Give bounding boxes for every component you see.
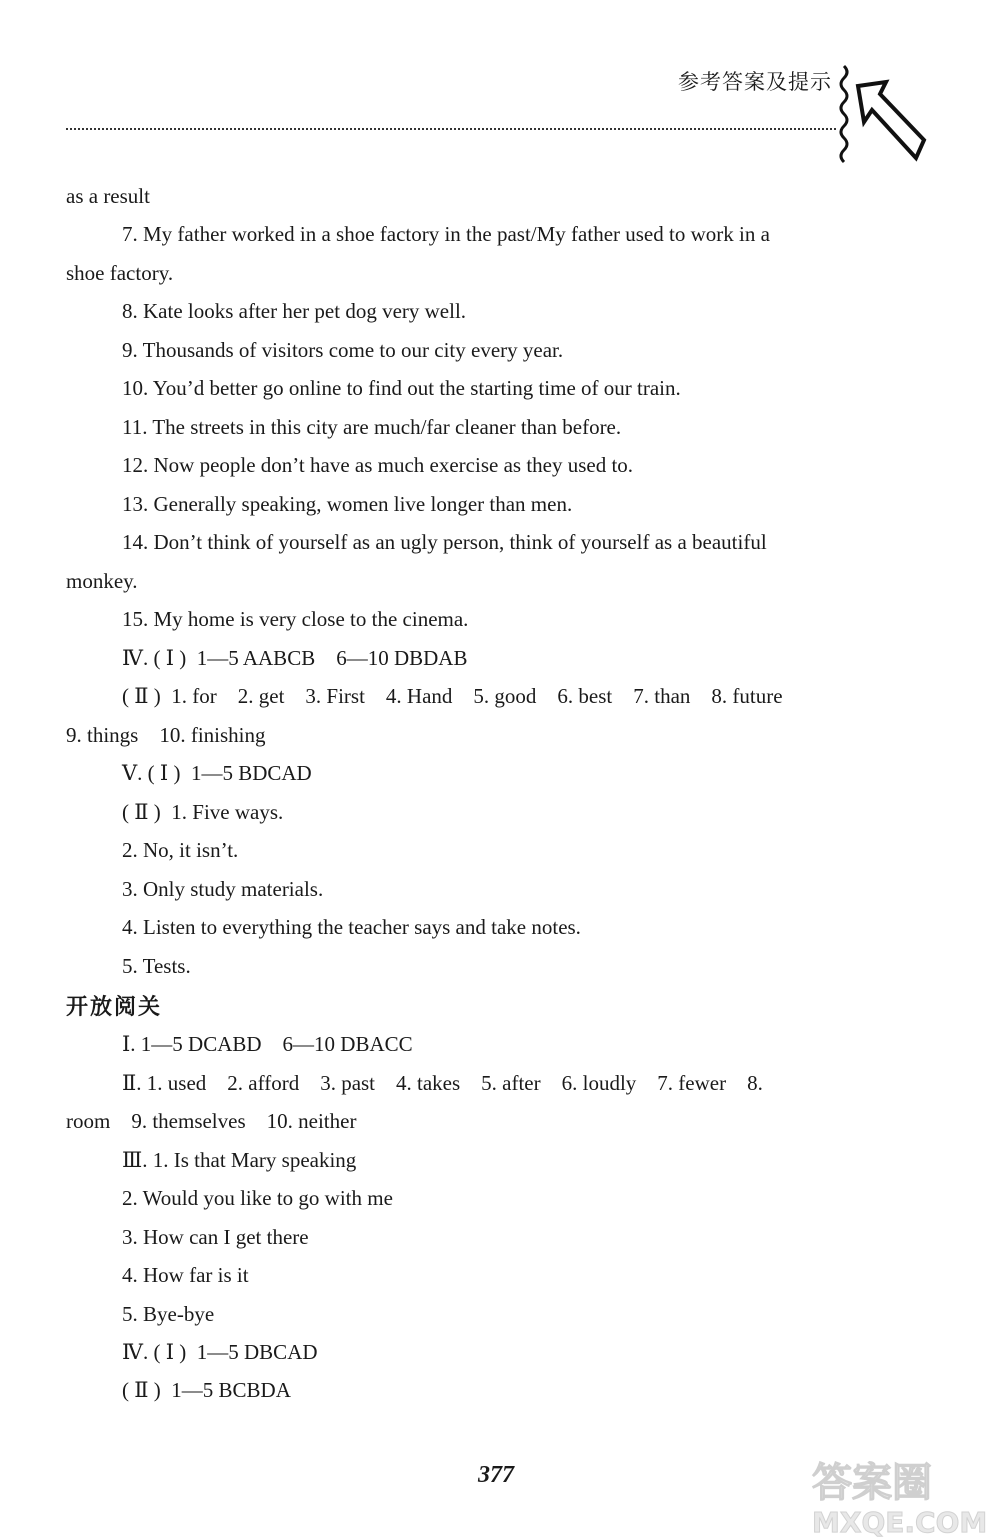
watermark-top-text: 答案圈 bbox=[812, 1460, 932, 1506]
answer-line: 3. How can I get there bbox=[122, 1225, 309, 1249]
answer-line: Ⅱ. 1. used 2. afford 3. past 4. takes 5. after 6. loudly 7. fewer 8. bbox=[122, 1071, 763, 1095]
answer-line: 11. The streets in this city are much/far cleaner than before. bbox=[122, 415, 622, 439]
answer-line: Ⅲ. 1. Is that Mary speaking bbox=[122, 1148, 357, 1172]
answer-line: 9. things 10. finishing bbox=[66, 723, 266, 747]
answer-line: as a result bbox=[66, 184, 150, 208]
answer-line: monkey. bbox=[66, 569, 138, 593]
answer-line: 13. Generally speaking, women live longer than men. bbox=[122, 492, 573, 516]
answer-line: 2. No, it isn’t. bbox=[122, 838, 239, 862]
answer-line: 10. You’d better go online to find out the starting time of our train. bbox=[122, 376, 681, 400]
answer-line: 4. Listen to everything the teacher says and take notes. bbox=[122, 915, 581, 939]
answer-line: Ⅳ. ( Ⅰ ) 1—5 AABCB 6—10 DBDAB bbox=[122, 646, 468, 670]
answer-line: 9. Thousands of visitors come to our city every year. bbox=[122, 338, 564, 362]
arrow-ornament-icon bbox=[836, 64, 928, 164]
header-title: 参考答案及提示 bbox=[678, 70, 832, 94]
watermark-logo bbox=[808, 1452, 998, 1538]
answer-line: ( Ⅱ ) 1. for 2. get 3. First 4. Hand 5. good 6. best 7. than 8. future bbox=[122, 684, 783, 708]
answer-line: 3. Only study materials. bbox=[122, 877, 324, 901]
answer-line: Ⅳ. ( Ⅰ ) 1—5 DBCAD bbox=[122, 1340, 318, 1364]
header-dotted-rule bbox=[66, 128, 836, 130]
answer-line: ( Ⅱ ) 1. Five ways. bbox=[122, 800, 284, 824]
answer-line: 2. Would you like to go with me bbox=[122, 1186, 393, 1210]
answer-line: Ⅰ. 1—5 DCABD 6—10 DBACC bbox=[122, 1032, 413, 1056]
watermark-bottom-text: MXQE.COM bbox=[812, 1506, 988, 1538]
answer-line: room 9. themselves 10. neither bbox=[66, 1109, 357, 1133]
answer-line: ( Ⅱ ) 1—5 BCBDA bbox=[122, 1378, 291, 1402]
answer-line: 7. My father worked in a shoe factory in the past/My father used to work in a bbox=[122, 222, 770, 246]
section-heading: 开放阅关 bbox=[66, 995, 163, 1020]
answer-line: 4. How far is it bbox=[122, 1263, 249, 1287]
answer-line: 5. Bye-bye bbox=[122, 1302, 215, 1326]
answer-line: 15. My home is very close to the cinema. bbox=[122, 607, 469, 631]
answer-line: 5. Tests. bbox=[122, 954, 191, 978]
page-number: 377 bbox=[478, 1462, 514, 1488]
answer-line: 8. Kate looks after her pet dog very well. bbox=[122, 299, 467, 323]
answer-line: 12. Now people don’t have as much exercise as they used to. bbox=[122, 453, 634, 477]
answer-line: Ⅴ. ( Ⅰ ) 1—5 BDCAD bbox=[122, 761, 312, 785]
answer-line: 14. Don’t think of yourself as an ugly person, think of yourself as a beautiful bbox=[122, 530, 767, 554]
answer-line: shoe factory. bbox=[66, 261, 174, 285]
